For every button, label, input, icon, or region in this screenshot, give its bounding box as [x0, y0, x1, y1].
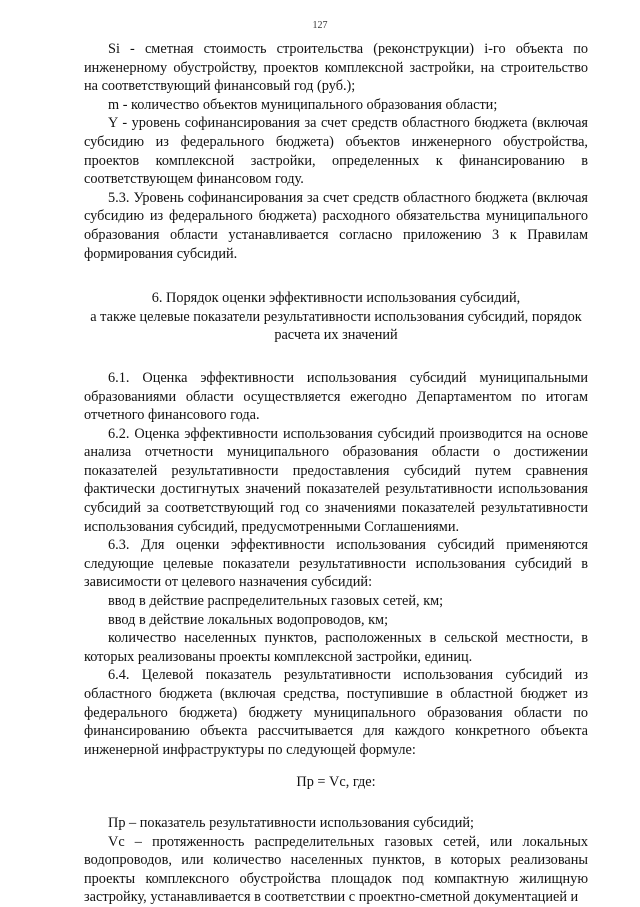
paragraph-5-3: 5.3. Уровень софинансирования за счет средств областного бюджета (включая субсидию из федерального бюджета) расходного обязательства муниципального образования области устанавливается согласно приложению 3 к Правилам формирования субсидий.: [84, 189, 588, 262]
formula: Пр = Vc, где:: [296, 774, 376, 791]
paragraph-si: Si - сметная стоимость строительства (реконструкции) i-го объекта по инженерному обустройству, проектов комплексной застройки, на строительство на соответствующий финансовый год (руб.);: [84, 41, 588, 95]
list-item-water: ввод в действие локальных водопроводов, км;: [108, 611, 389, 628]
document-body: [84, 40, 588, 907]
paragraph-vc: Vc – протяженность распределительных газовых сетей, или локальных водопроводов, или количество населенных пунктов, в которых реализованы проекты комплексного обустройства площадок под компактную жилищную застройку, устанавливается в соответствии с проектно-сметной документацией и: [84, 833, 588, 906]
paragraph-y: Y - уровень софинансирования за счет средств областного бюджета (включая субсидию из федерального бюджета) объектов инженерного обустройства, проектов комплексной застройки, определенных к финансированию в соответствующем финансовом году.: [84, 115, 588, 188]
section-heading-line1: 6. Порядок оценки эффективности использования субсидий,: [151, 290, 521, 307]
paragraph-m: m - количество объектов муниципального образования области;: [108, 96, 498, 113]
section-heading-line2: а также целевые показатели результативности использования субсидий, порядок расчета их значений: [90, 308, 582, 344]
paragraph-6-4: 6.4. Целевой показатель результативности использования субсидий из областного бюджета (включая средства, поступившие в областной бюджет из федерального бюджета) бюджету муниципального образования области по финансированию объекта рассчитывается для каждого конкретного объекта инженерной инфраструктуры по следующей формуле:: [84, 667, 588, 758]
section-heading: [84, 289, 588, 345]
list-item-settlements: количество населенных пунктов, расположенных в сельской местности, в которых реализованы проекты комплексной застройки, единиц.: [84, 630, 588, 665]
paragraph-6-2: 6.2. Оценка эффективности использования субсидий производится на основе анализа отчетности муниципального образования области о достижении показателей результативности предоставления субсидий путем сравнения фактически достигнутых значений показателей результативности использования субсидий за соответствующий год со значениями показателей результативности использования субсидий, предусмотренными Соглашениями.: [84, 425, 588, 535]
list-item-gas: ввод в действие распределительных газовых сетей, км;: [108, 593, 444, 610]
paragraph-6-3: 6.3. Для оценки эффективности использования субсидий применяются следующие целевые показатели результативности использования субсидий в зависимости от целевого назначения субсидий:: [84, 537, 588, 591]
paragraph-pr: Пр – показатель результативности использования субсидий;: [108, 814, 475, 831]
page-number: 127: [312, 20, 328, 31]
paragraph-6-1: 6.1. Оценка эффективности использования субсидий муниципальными образованиями области осуществляется ежегодно Департаментом по итогам отчетного финансового года.: [84, 369, 588, 424]
